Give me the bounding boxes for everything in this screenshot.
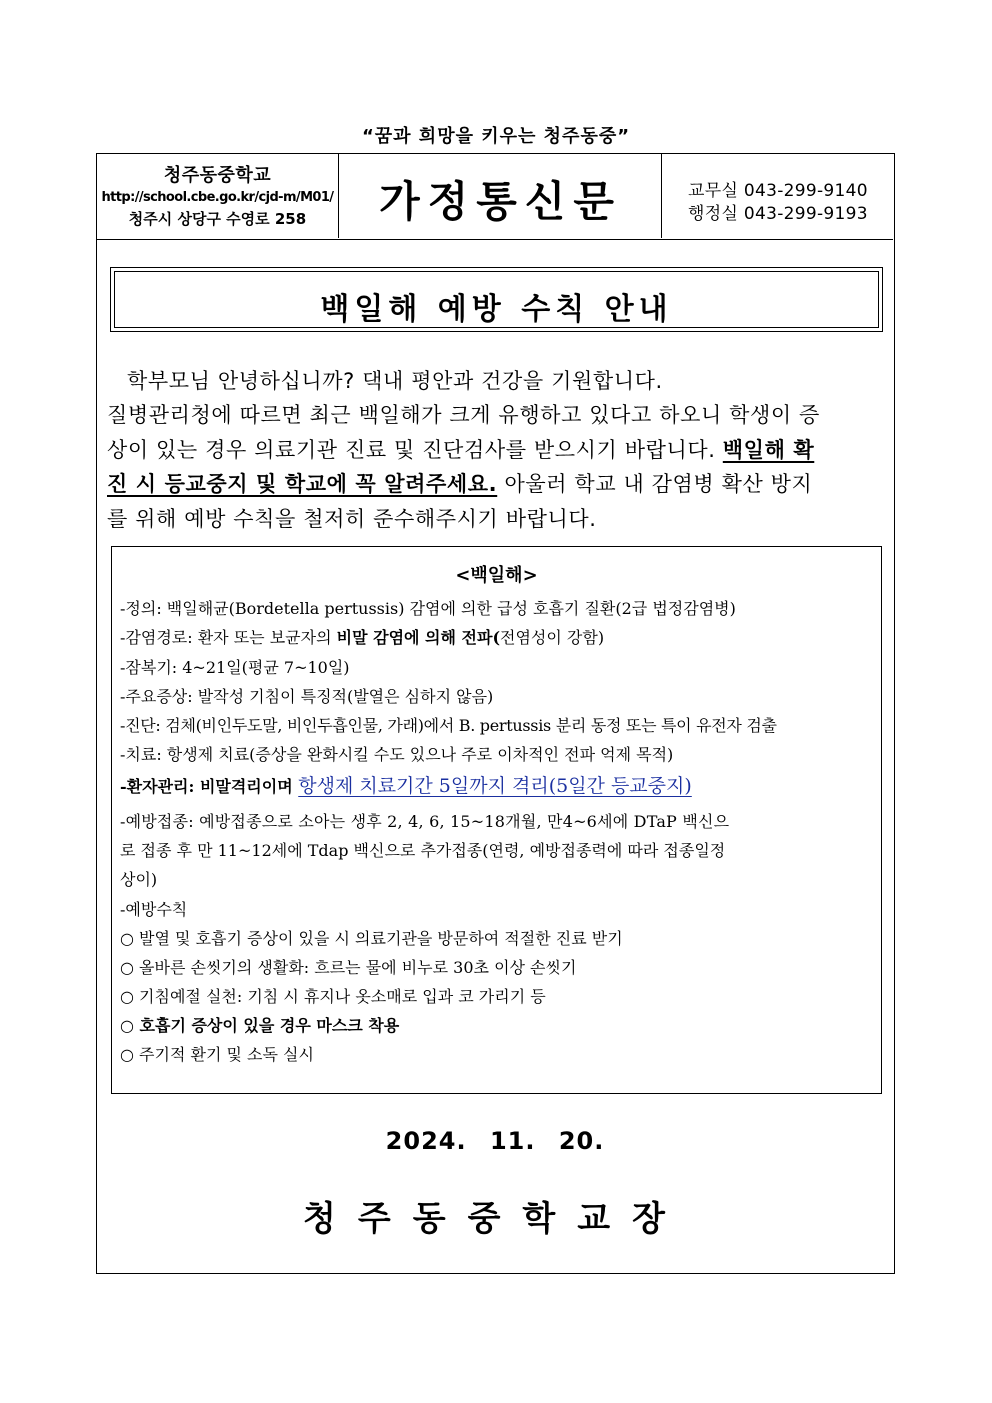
prevention-rule-5: ○ 주기적 환기 및 소독 실시	[120, 1045, 314, 1064]
intro-line-4: 진 시 등교중지 및 학교에 꼭 알려주세요. 아울러 학교 내 감염병 확산 방지	[107, 472, 813, 496]
prevention-rule-2: ○ 올바른 손씻기의 생활화: 흐르는 물에 비누로 30초 이상 손씻기	[120, 958, 577, 977]
treatment: -치료: 항생제 치료(증상을 완화시킬 수도 있으나 주로 이차적인 전파 억제 목적)	[120, 745, 674, 764]
symptoms: -주요증상: 발작성 기침이 특징적(발열은 심하지 않음)	[120, 687, 494, 706]
header	[97, 154, 893, 240]
intro-line-3: 상이 있는 경우 의료기관 진료 및 진단검사를 받으시기 바랍니다. 백일해 확	[107, 438, 815, 462]
slogan: “꿈과 희망을 키우는 청주동중”	[361, 126, 631, 147]
notice-emphasis-1: 백일해 확	[722, 438, 815, 462]
intro-line-5: 를 위해 예방 수칙을 철저히 준수해주시기 바랍니다.	[107, 507, 597, 531]
school-info	[97, 154, 339, 238]
prevention-rule-1: ○ 발열 및 호흡기 증상이 있을 시 의료기관을 방문하여 적절한 진료 받기	[120, 929, 623, 948]
prevention-rule-3: ○ 기침예절 실천: 기침 시 휴지나 옷소매로 입과 코 가리기 등	[120, 987, 546, 1006]
contact-cell	[662, 154, 893, 238]
vaccination-2: 로 접종 후 만 11~12세에 Tdap 백신으로 추가접종(연령, 예방접종력에 따라 접종일정	[120, 841, 726, 860]
isolation-period: 항생제 치료기간 5일까지 격리(5일간 등교중지)	[298, 775, 692, 797]
incubation: -잠복기: 4~21일(평균 7~10일)	[120, 658, 350, 677]
infection-route: -감염경로: 환자 또는 보균자의 비말 감염에 의해 전파(전염성이 강함)	[120, 628, 605, 647]
prevention-rule-4: ○ 호흡기 증상이 있을 경우 마스크 착용	[120, 1016, 400, 1035]
prevention-heading: -예방수칙	[120, 900, 188, 919]
main-title: 백일해 예방 수칙 안내	[320, 292, 673, 327]
newsletter-frame	[96, 153, 895, 1274]
title-cell	[339, 154, 662, 238]
definition: -정의: 백일해균(Bordetella pertussis) 감염에 의한 급성 호흡기 질환(2급 법정감염병)	[120, 599, 736, 618]
patient-management: -환자관리: 비말격리이며 항생제 치료기간 5일까지 격리(5일간 등교중지)	[120, 775, 692, 797]
pertussis-info-box	[111, 546, 882, 1094]
vaccination-1: -예방접종: 예방접종으로 소아는 생후 2, 4, 6, 15~18개월, 만4~6세에 DTaP 백신으	[120, 812, 730, 831]
info-heading: <백일해>	[455, 565, 538, 586]
intro-line-1: 학부모님 안녕하십니까? 댁내 평안과 건강을 기원합니다.	[127, 369, 663, 393]
title-box	[110, 267, 883, 332]
school-name: 청주동중학교	[163, 165, 272, 186]
intro-line-2: 질병관리청에 따르면 최근 백일해가 크게 유행하고 있다고 하오니 학생이 증	[107, 403, 820, 427]
vaccination-3: 상이)	[120, 870, 158, 889]
issue-date: 2024. 11. 20.	[385, 1127, 605, 1155]
phone-teachers-office: 교무실 043-299-9140	[688, 181, 868, 201]
school-url[interactable]: http://school.cbe.go.kr/cjd-m/M01/	[101, 190, 334, 205]
phone-admin-office: 행정실 043-299-9193	[688, 204, 868, 224]
principal-signature: 청주동중학교장	[303, 1199, 687, 1239]
paper-title: 가정통신문	[379, 177, 622, 226]
diagnosis: -진단: 검체(비인두도말, 비인두흡인물, 가래)에서 B. pertussis 분리 동정 또는 특이 유전자 검출	[120, 716, 777, 735]
school-address: 청주시 상당구 수영로 258	[128, 210, 307, 228]
notice-emphasis-2: 진 시 등교중지 및 학교에 꼭 알려주세요.	[107, 472, 498, 496]
